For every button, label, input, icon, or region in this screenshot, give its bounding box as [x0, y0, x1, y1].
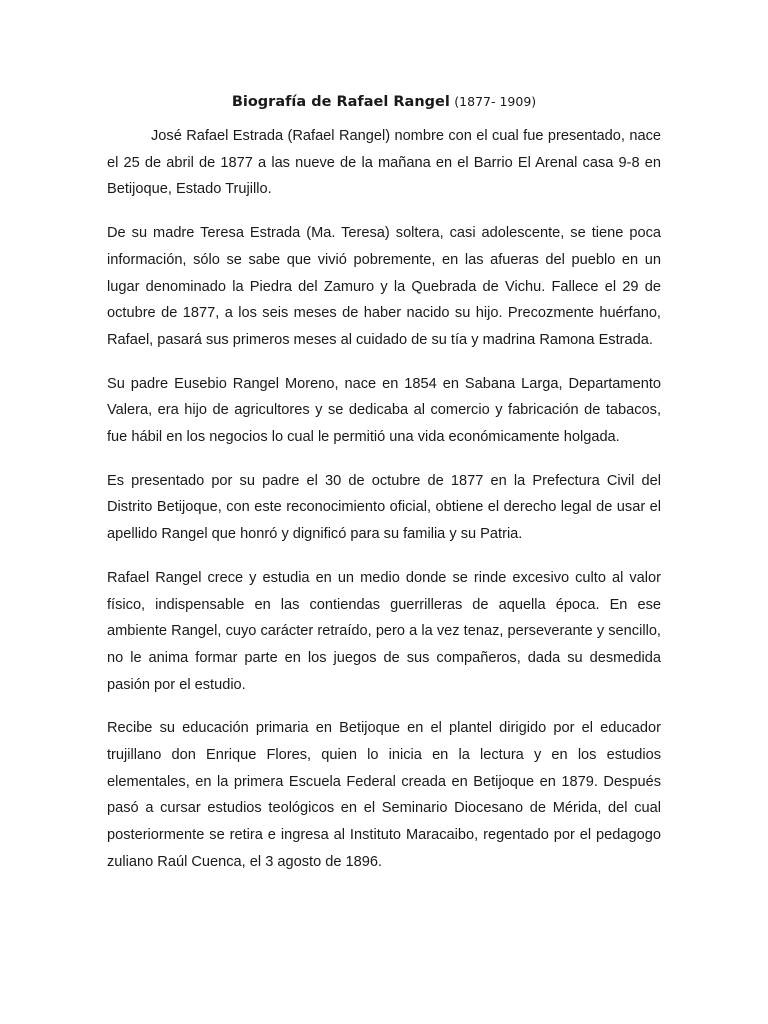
title-text: Biografía de Rafael Rangel — [231, 94, 450, 110]
paragraph-mother: De su madre Teresa Estrada (Ma. Teresa) soltera, casi adolescente, se tiene poca información, sólo se sabe que vivió pobremente, en las afueras del pueblo en un lugar denominado la Piedra del Zamuro y la Quebrada de Vichu. Fallece el 29 de octubre de 1877, a los seis meses de haber nacido su hijo. Precozmente huérfano, Rafael, pasará sus primeros meses al cuidado de su tía y madrina Ramona Estrada. — [107, 225, 661, 348]
document-page — [107, 92, 661, 893]
title-years: (1877- 1909) — [454, 94, 537, 109]
paragraph-education: Recibe su educación primaria en Betijoque en el plantel dirigido por el educador trujillano don Enrique Flores, quien lo inicia en la lectura y en los estudios elementales, en la primera Escuela Federal creada en Betijoque en 1879. Después pasó a cursar estudios teológicos en el Seminario Diocesano de Mérida, del cual posteriormente se retira e ingresa al Instituto Maracaibo, regentado por el pedagogo zuliano Raúl Cuenca, el 3 agosto de 1896. — [107, 720, 661, 870]
paragraph-childhood: Rafael Rangel crece y estudia en un medio donde se rinde excesivo culto al valor físico, indispensable en las contiendas guerrilleras de aquella época. En ese ambiente Rangel, cuyo carácter retraído, pero a la vez tenaz, perseverante y sencillo, no le anima formar parte en los juegos de sus compañeros, dada su desmedida pasión por el estudio. — [107, 569, 661, 693]
paragraph-registration: Es presentado por su padre el 30 de octubre de 1877 en la Prefectura Civil del Distrito Betijoque, con este reconocimiento oficial, obtiene el derecho legal de usar el apellido Rangel que honró y dignificó para su familia y su Patria. — [107, 472, 661, 543]
document-title — [107, 92, 661, 112]
paragraph-father: Su padre Eusebio Rangel Moreno, nace en 1854 en Sabana Larga, Departamento Valera, era hijo de agricultores y se dedicaba al comercio y fabricación de tabacos, fue hábil en los negocios lo cual le permitió una vida económicamente holgada. — [107, 375, 661, 446]
paragraph-birth: José Rafael Estrada (Rafael Rangel) nombre con el cual fue presentado, nace el 25 de abril de 1877 a las nueve de la mañana en el Barrio El Arenal casa 9-8 en Betijoque, Estado Trujillo. — [107, 128, 661, 198]
